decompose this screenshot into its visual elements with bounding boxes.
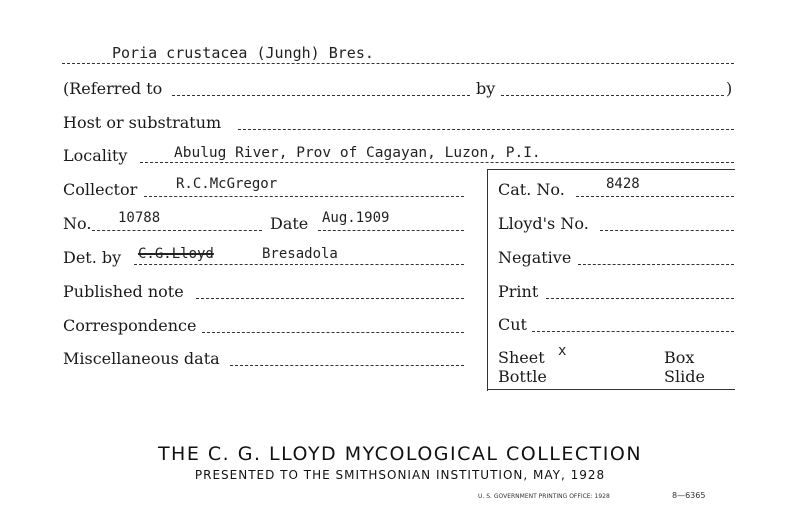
printer-imprint: U. S. GOVERNMENT PRINTING OFFICE: 1928 xyxy=(478,493,610,500)
correspondence-line xyxy=(202,332,464,333)
collector-value: R.C.McGregor xyxy=(176,176,278,192)
date-label: Date xyxy=(270,214,309,233)
det-by-line xyxy=(134,264,464,265)
print-label: Print xyxy=(498,282,539,301)
cat-no-line xyxy=(576,196,734,197)
det-name: Bresadola xyxy=(262,246,338,262)
number-value: 10788 xyxy=(118,210,161,226)
close-paren: ) xyxy=(726,79,733,98)
published-line xyxy=(196,298,464,299)
det-struck-name: C.G.Lloyd xyxy=(138,246,214,262)
sheet-label: Sheet xyxy=(498,348,545,367)
cut-line xyxy=(532,331,734,332)
lloyds-no-line xyxy=(600,230,734,231)
det-by-label: Det. by xyxy=(63,248,122,267)
species-line xyxy=(62,63,734,64)
published-label: Published note xyxy=(63,282,184,301)
date-value: Aug.1909 xyxy=(322,210,390,226)
box-label: Box xyxy=(664,348,695,367)
by-line xyxy=(501,95,724,96)
lloyds-no-label: Lloyd's No. xyxy=(498,214,589,233)
cut-label: Cut xyxy=(498,315,527,334)
locality-value: Abulug River, Prov of Cagayan, Luzon, P.I. xyxy=(174,145,541,161)
box-top-rule xyxy=(487,169,735,170)
referred-to-line xyxy=(172,95,470,96)
referred-to-label: (Referred to xyxy=(63,79,163,98)
box-left-rule xyxy=(487,169,488,391)
box-bottom-rule xyxy=(487,389,735,390)
cat-no-label: Cat. No. xyxy=(498,180,565,199)
print-line xyxy=(546,298,734,299)
locality-line xyxy=(140,162,734,163)
bottle-label: Bottle xyxy=(498,367,547,386)
species-name: Poria crustacea (Jungh) Bres. xyxy=(112,44,374,62)
collector-line xyxy=(144,196,464,197)
collection-subtitle: PRESENTED TO THE SMITHSONIAN INSTITUTION, MAY, 1928 xyxy=(194,468,606,482)
by-label: by xyxy=(476,79,496,98)
misc-label: Miscellaneous data xyxy=(63,349,220,368)
negative-line xyxy=(578,264,734,265)
locality-label: Locality xyxy=(63,146,128,165)
collector-label: Collector xyxy=(63,180,138,199)
negative-label: Negative xyxy=(498,248,572,267)
misc-line xyxy=(230,365,464,366)
date-line xyxy=(318,230,464,231)
form-number: 8—6365 xyxy=(672,491,706,500)
slide-label: Slide xyxy=(664,367,705,386)
correspondence-label: Correspondence xyxy=(63,316,197,335)
no-line xyxy=(92,230,262,231)
host-line xyxy=(238,129,734,130)
collection-title: THE C. G. LLOYD MYCOLOGICAL COLLECTION xyxy=(157,443,643,465)
cat-no-value: 8428 xyxy=(606,176,640,192)
host-label: Host or substratum xyxy=(63,113,222,132)
no-label: No. xyxy=(63,214,92,233)
sheet-mark: x xyxy=(558,343,567,359)
